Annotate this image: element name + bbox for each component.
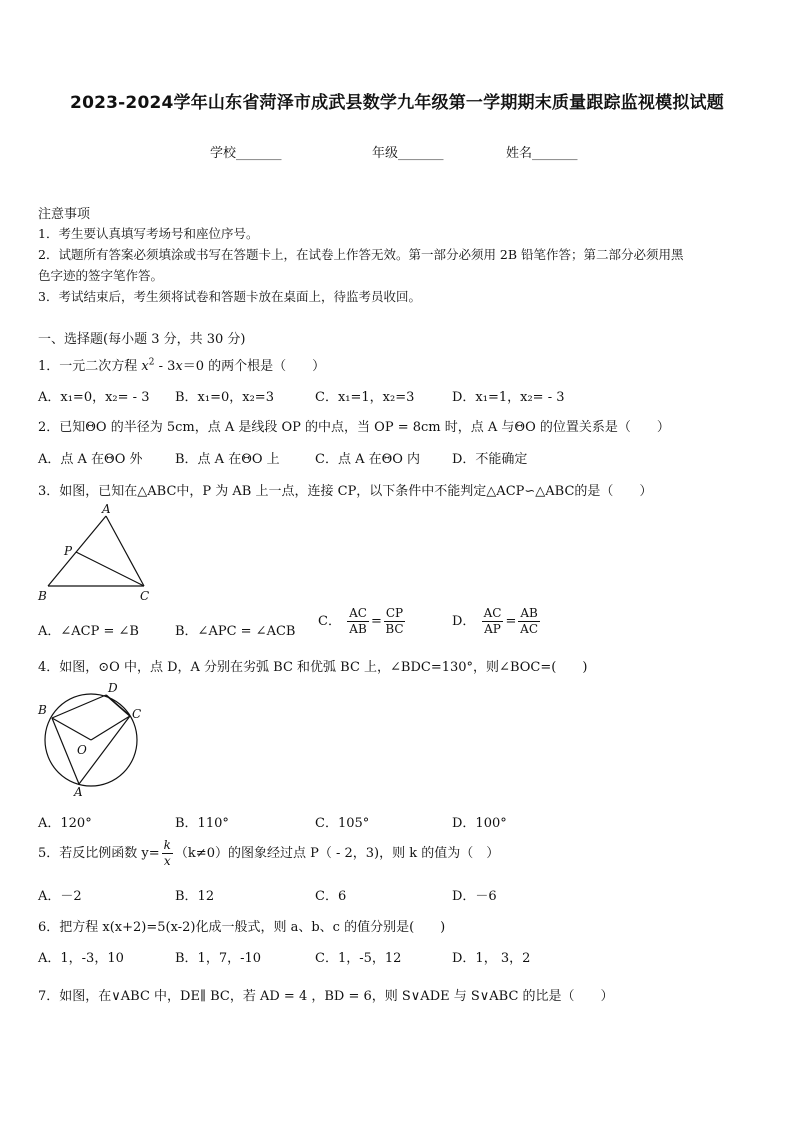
question-4-option-a: A．120°: [38, 816, 92, 831]
label-c: C: [132, 707, 142, 721]
question-3-option-a: A．∠ACP = ∠B: [38, 624, 139, 639]
question-4-option-b: B．110°: [175, 816, 229, 831]
question-1-option-a: A．x₁=0，x₂= - 3: [38, 390, 150, 405]
note-item-3: 3．考试结束后，考生须将试卷和答题卡放在桌面上，待监考员收回。: [38, 289, 421, 304]
question-1-option-c: C．x₁=1，x₂=3: [315, 390, 415, 405]
question-5-option-a: A．－2: [38, 889, 82, 904]
label-a: A: [102, 502, 111, 516]
name-field: 姓名_______: [506, 146, 578, 161]
question-6-option-b: B．1，7，-10: [175, 951, 262, 966]
question-3-stem: 3．如图，已知在△ABC中，P 为 AB 上一点，连接 CP，以下条件中不能判定△ACP∽△ABC的是（ ）: [38, 484, 653, 499]
notes-heading: 注意事项: [38, 207, 91, 222]
fraction: $\frac{AB}{AC}$: [520, 606, 539, 636]
question-4-stem: 4．如图，⊙O 中，点 D，A 分别在劣弧 BC 和优弧 BC 上，∠BDC=130°，则∠BOC=( ): [38, 660, 588, 675]
question-4-option-c: C．105°: [315, 816, 370, 831]
question-5-option-b: B．12: [175, 889, 215, 904]
question-7-stem: 7．如图，在∨ABC 中，DE∥ BC，若 AD = 4 ，BD = 6，则 S∨ADE 与 S∨ABC 的比是（ ）: [38, 989, 614, 1004]
label-o: O: [77, 743, 87, 757]
school-field: 学校_______: [210, 146, 282, 161]
question-2-option-a: A．点 A 在ΘO 外: [38, 452, 143, 467]
question-2-stem: 2．已知ΘO 的半径为 5cm，点 A 是线段 OP 的中点，当 OP = 8cm 时，点 A 与ΘO 的位置关系是（ ）: [38, 420, 670, 435]
fraction: $\frac{CP}{BC}$: [385, 606, 404, 636]
question-3-option-b: B．∠APC = ∠ACB: [175, 624, 296, 639]
note-item-2-cont: 色字迹的签字笔作答。: [38, 268, 164, 283]
grade-field: 年级_______: [372, 146, 444, 161]
section-heading: 一、选择题(每小题 3 分，共 30 分): [38, 332, 246, 347]
fraction: $\frac{k}{x}$: [163, 838, 171, 868]
label-b: B: [38, 703, 47, 717]
label-a: A: [74, 785, 83, 798]
question-5-option-c: C．6: [315, 889, 347, 904]
label-b: B: [38, 589, 47, 603]
question-2-option-b: B．点 A 在ΘO 上: [175, 452, 280, 467]
note-item-2: 2．试题所有答案必须填涂或书写在答题卡上，在试卷上作答无效。第一部分必须用 2B 铅笔作答；第二部分必须用黑: [38, 247, 684, 262]
question-3-option-d: D． $\frac{AC}{AP}$ = $\frac{AB}{AC}$: [452, 606, 539, 636]
question-6-option-c: C．1，-5，12: [315, 951, 402, 966]
question-6-option-d: D．1， 3，2: [452, 951, 531, 966]
label-c: C: [140, 589, 150, 603]
label-p: P: [64, 544, 73, 558]
fraction: $\frac{AC}{AP}$: [483, 606, 502, 636]
question-6-option-a: A．1，-3，10: [38, 951, 124, 966]
question-4-option-d: D．100°: [452, 816, 507, 831]
question-1-option-b: B．x₁=0，x₂=3: [175, 390, 274, 405]
triangle-figure: [34, 500, 164, 606]
exam-title: 2023-2024学年山东省菏泽市成武县数学九年级第一学期期末质量跟踪监视模拟试题: [70, 93, 724, 113]
question-5-option-d: D．－6: [452, 889, 497, 904]
question-1-stem: 1．一元二次方程 $x^2 - 3x=0$ 的两个根是（ ）: [38, 357, 326, 374]
question-6-stem: 6．把方程 x(x+2)=5(x-2)化成一般式，则 a、b、c 的值分别是( ): [38, 920, 446, 935]
label-d: D: [108, 681, 118, 695]
fraction: $\frac{AC}{AB}$: [349, 606, 367, 636]
question-2-option-c: C．点 A 在ΘO 内: [315, 452, 421, 467]
question-3-option-c: C． $\frac{AC}{AB}$ = $\frac{CP}{BC}$: [318, 606, 404, 636]
question-2-option-d: D．不能确定: [452, 452, 528, 467]
circle-figure: [34, 680, 154, 798]
note-item-1: 1．考生要认真填写考场号和座位序号。: [38, 226, 259, 241]
question-1-option-d: D．x₁=1，x₂= - 3: [452, 390, 565, 405]
question-5-stem: 5．若反比例函数 y= $\frac{k}{x}$ （k≠0）的图象经过点 P（ - 2，3)，则 k 的值为（ ）: [38, 838, 500, 868]
